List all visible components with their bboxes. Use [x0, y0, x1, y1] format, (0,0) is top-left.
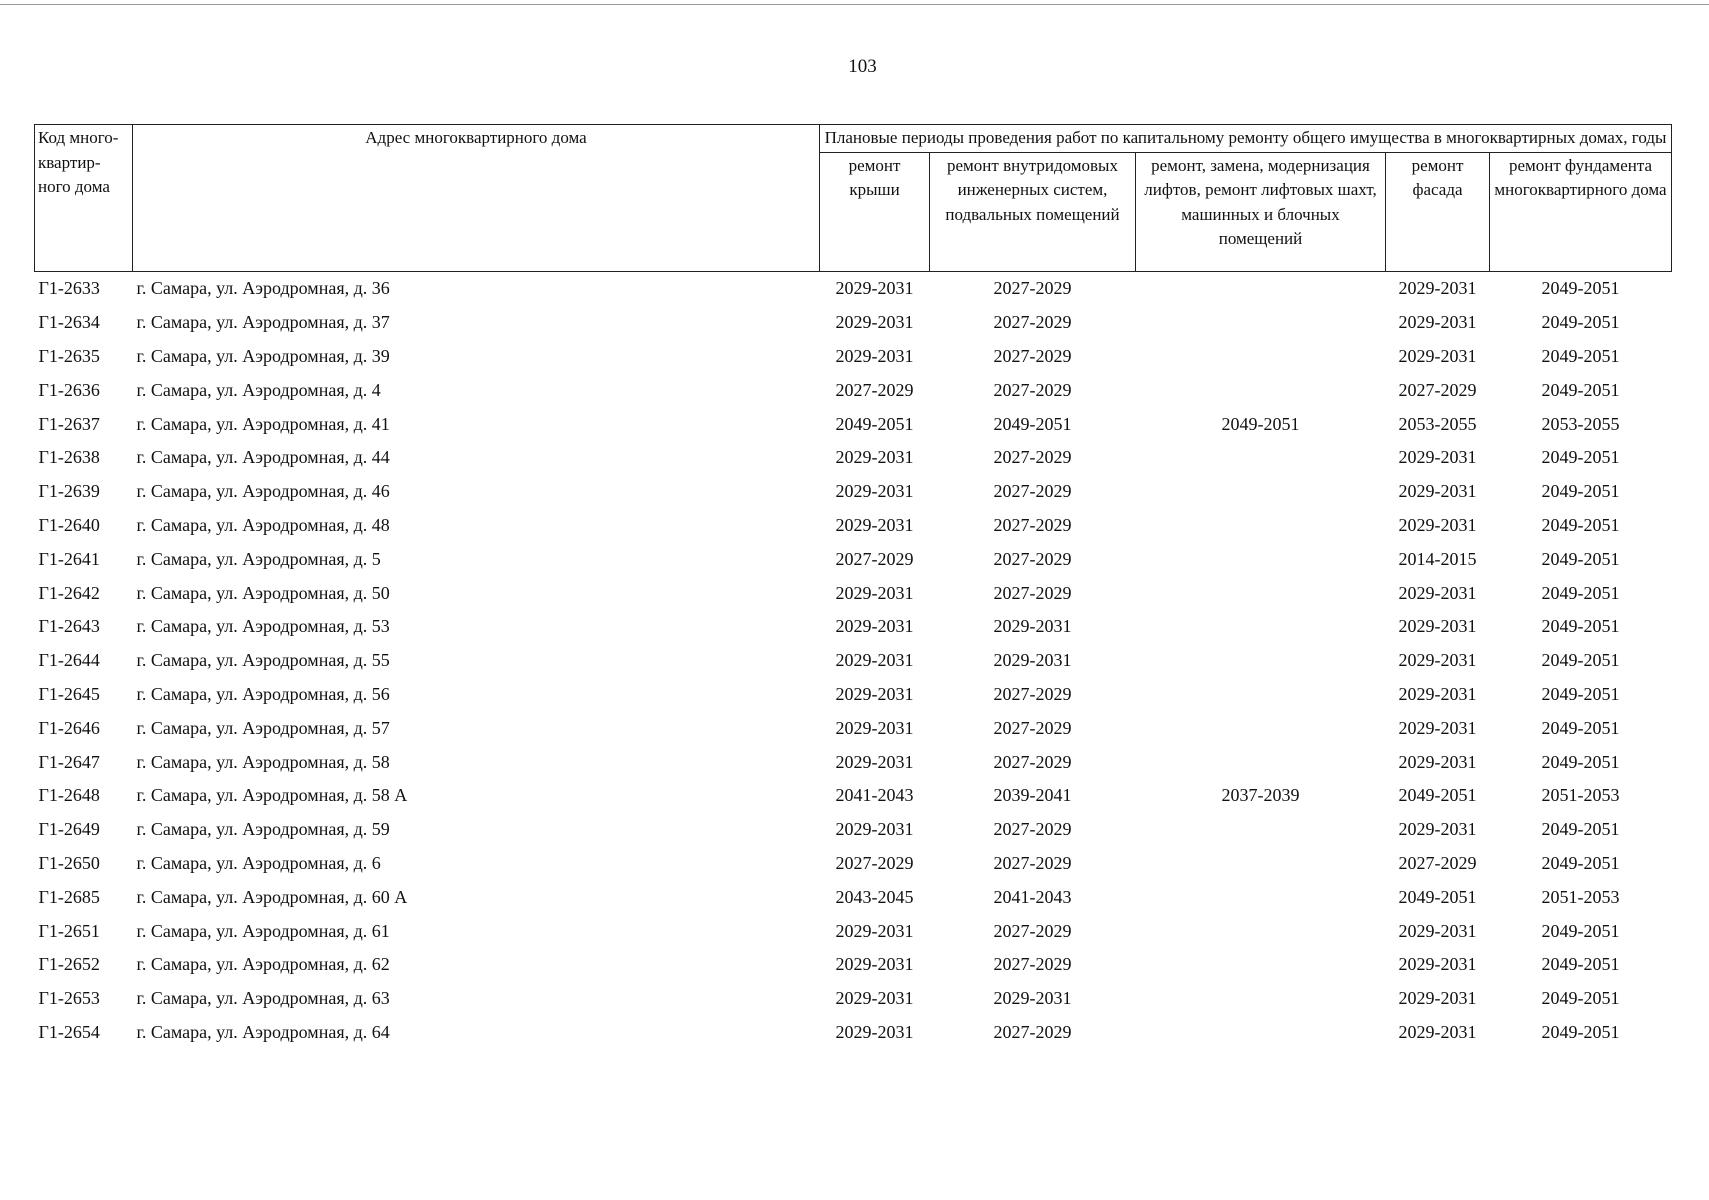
cell-roof: 2029-2031	[835, 312, 914, 333]
cell-address: г. Самара, ул. Аэродромная, д. 46	[136, 481, 390, 502]
cell-foundation: 2049-2051	[1541, 717, 1620, 738]
table-row	[35, 542, 1672, 576]
cell-code: Г1-2643	[38, 616, 100, 637]
cell-facade: 2029-2031	[1398, 683, 1477, 704]
cell-roof: 2027-2029	[835, 548, 914, 569]
table-row	[35, 745, 1672, 779]
table-row	[35, 508, 1672, 542]
table-row	[35, 474, 1672, 508]
cell-address: г. Самара, ул. Аэродромная, д. 62	[136, 954, 390, 975]
cell-code: Г1-2654	[38, 1021, 100, 1042]
cell-internal: 2027-2029	[993, 548, 1072, 569]
cell-internal: 2027-2029	[993, 379, 1072, 400]
cell-code: Г1-2635	[38, 345, 100, 366]
cell-facade: 2029-2031	[1398, 514, 1477, 535]
cell-facade: 2029-2031	[1398, 616, 1477, 637]
cell-address: г. Самара, ул. Аэродромная, д. 41	[136, 413, 390, 434]
cell-internal: 2027-2029	[993, 819, 1072, 840]
table-row	[35, 677, 1672, 711]
cell-address: г. Самара, ул. Аэродромная, д. 63	[136, 988, 390, 1009]
cell-internal: 2039-2041	[993, 785, 1072, 806]
cell-address: г. Самара, ул. Аэродромная, д. 57	[136, 717, 390, 738]
cell-facade: 2027-2029	[1398, 379, 1477, 400]
cell-internal: 2027-2029	[993, 920, 1072, 941]
cell-roof: 2029-2031	[835, 481, 914, 502]
cell-foundation: 2049-2051	[1541, 683, 1620, 704]
cell-roof: 2029-2031	[835, 1021, 914, 1042]
cell-code: Г1-2652	[38, 954, 100, 975]
cell-foundation: 2049-2051	[1541, 920, 1620, 941]
cell-foundation: 2049-2051	[1541, 312, 1620, 333]
cell-roof: 2029-2031	[835, 278, 914, 299]
cell-internal: 2027-2029	[993, 751, 1072, 772]
cell-code: Г1-2645	[38, 683, 100, 704]
cell-address: г. Самара, ул. Аэродромная, д. 58	[136, 751, 390, 772]
cell-internal: 2027-2029	[993, 481, 1072, 502]
cell-roof: 2029-2031	[835, 514, 914, 535]
cell-code: Г1-2638	[38, 447, 100, 468]
cell-code: Г1-2640	[38, 514, 100, 535]
scan-top-edge	[0, 4, 1709, 5]
cell-elevators	[1136, 947, 1386, 981]
cell-elevators: 2049-2051	[1221, 413, 1300, 434]
cell-facade: 2029-2031	[1398, 1021, 1477, 1042]
table-row	[35, 880, 1672, 914]
header-internal: ремонт внутридомовых инженерных систем, подвальных помещений	[930, 152, 1136, 271]
cell-facade: 2029-2031	[1398, 278, 1477, 299]
cell-elevators	[1136, 745, 1386, 779]
cell-elevators	[1136, 846, 1386, 880]
cell-roof: 2029-2031	[835, 954, 914, 975]
table-row	[35, 914, 1672, 948]
cell-facade: 2029-2031	[1398, 312, 1477, 333]
table-header	[35, 125, 1672, 272]
header-foundation: ремонт фундамента многоквартирного дома	[1490, 152, 1672, 271]
cell-roof: 2029-2031	[835, 819, 914, 840]
cell-address: г. Самара, ул. Аэродромная, д. 55	[136, 650, 390, 671]
cell-elevators	[1136, 981, 1386, 1015]
cell-code: Г1-2650	[38, 852, 100, 873]
cell-address: г. Самара, ул. Аэродромная, д. 58 А	[136, 785, 408, 806]
cell-roof: 2029-2031	[835, 447, 914, 468]
cell-elevators	[1136, 812, 1386, 846]
cell-roof: 2029-2031	[835, 582, 914, 603]
cell-internal: 2029-2031	[993, 988, 1072, 1009]
cell-foundation: 2049-2051	[1541, 954, 1620, 975]
cell-code: Г1-2646	[38, 717, 100, 738]
cell-facade: 2029-2031	[1398, 819, 1477, 840]
table-row	[35, 1015, 1672, 1049]
table-row	[35, 407, 1672, 441]
cell-facade: 2029-2031	[1398, 717, 1477, 738]
cell-elevators	[1136, 373, 1386, 407]
cell-foundation: 2049-2051	[1541, 582, 1620, 603]
cell-roof: 2029-2031	[835, 988, 914, 1009]
cell-elevators	[1136, 508, 1386, 542]
cell-code: Г1-2653	[38, 988, 100, 1009]
cell-elevators	[1136, 914, 1386, 948]
cell-foundation: 2051-2053	[1541, 886, 1620, 907]
cell-address: г. Самара, ул. Аэродромная, д. 48	[136, 514, 390, 535]
cell-code: Г1-2642	[38, 582, 100, 603]
table-row	[35, 339, 1672, 373]
cell-code: Г1-2634	[38, 312, 100, 333]
cell-internal: 2027-2029	[993, 683, 1072, 704]
cell-foundation: 2051-2053	[1541, 785, 1620, 806]
cell-internal: 2027-2029	[993, 582, 1072, 603]
cell-code: Г1-2649	[38, 819, 100, 840]
table-row	[35, 373, 1672, 407]
cell-elevators	[1136, 880, 1386, 914]
table-row	[35, 576, 1672, 610]
cell-internal: 2041-2043	[993, 886, 1072, 907]
table-row	[35, 711, 1672, 745]
cell-foundation: 2049-2051	[1541, 345, 1620, 366]
cell-foundation: 2049-2051	[1541, 852, 1620, 873]
table-row	[35, 947, 1672, 981]
cell-internal: 2049-2051	[993, 413, 1072, 434]
cell-address: г. Самара, ул. Аэродромная, д. 56	[136, 683, 390, 704]
cell-elevators	[1136, 1015, 1386, 1049]
cell-foundation: 2049-2051	[1541, 481, 1620, 502]
cell-code: Г1-2639	[38, 481, 100, 502]
cell-code: Г1-2633	[38, 278, 100, 299]
cell-facade: 2029-2031	[1398, 447, 1477, 468]
cell-elevators	[1136, 677, 1386, 711]
cell-elevators	[1136, 576, 1386, 610]
cell-roof: 2041-2043	[835, 785, 914, 806]
cell-facade: 2027-2029	[1398, 852, 1477, 873]
header-address: Адрес многоквартирного дома	[133, 125, 820, 272]
table-row	[35, 812, 1672, 846]
cell-code: Г1-2685	[38, 886, 100, 907]
cell-roof: 2029-2031	[835, 717, 914, 738]
cell-facade: 2014-2015	[1398, 548, 1477, 569]
cell-facade: 2049-2051	[1398, 886, 1477, 907]
cell-foundation: 2049-2051	[1541, 988, 1620, 1009]
cell-elevators	[1136, 440, 1386, 474]
cell-roof: 2043-2045	[835, 886, 914, 907]
cell-address: г. Самара, ул. Аэродромная, д. 5	[136, 548, 381, 569]
cell-foundation: 2049-2051	[1541, 650, 1620, 671]
table-row	[35, 271, 1672, 305]
table-row	[35, 609, 1672, 643]
cell-internal: 2029-2031	[993, 616, 1072, 637]
cell-foundation: 2049-2051	[1541, 514, 1620, 535]
cell-internal: 2027-2029	[993, 447, 1072, 468]
cell-code: Г1-2648	[38, 785, 100, 806]
cell-elevators	[1136, 609, 1386, 643]
table-row	[35, 981, 1672, 1015]
cell-foundation: 2049-2051	[1541, 278, 1620, 299]
cell-foundation: 2049-2051	[1541, 548, 1620, 569]
cell-facade: 2029-2031	[1398, 650, 1477, 671]
cell-roof: 2049-2051	[835, 413, 914, 434]
header-elevators: ремонт, замена, модернизация лифтов, ремонт лифтовых шахт, машинных и блочных помещений	[1136, 152, 1386, 271]
cell-roof: 2029-2031	[835, 683, 914, 704]
cell-roof: 2027-2029	[835, 379, 914, 400]
cell-roof: 2029-2031	[835, 345, 914, 366]
cell-foundation: 2049-2051	[1541, 1021, 1620, 1042]
page-number: 103	[848, 56, 877, 77]
cell-roof: 2027-2029	[835, 852, 914, 873]
cell-foundation: 2049-2051	[1541, 447, 1620, 468]
cell-code: Г1-2641	[38, 548, 100, 569]
cell-facade: 2049-2051	[1398, 785, 1477, 806]
cell-internal: 2027-2029	[993, 278, 1072, 299]
cell-facade: 2029-2031	[1398, 954, 1477, 975]
cell-elevators	[1136, 271, 1386, 305]
cell-internal: 2027-2029	[993, 1021, 1072, 1042]
cell-address: г. Самара, ул. Аэродромная, д. 4	[136, 379, 381, 400]
cell-elevators: 2037-2039	[1221, 785, 1300, 806]
header-roof: ремонт крыши	[820, 152, 930, 271]
cell-address: г. Самара, ул. Аэродромная, д. 39	[136, 345, 390, 366]
cell-facade: 2029-2031	[1398, 345, 1477, 366]
cell-internal: 2027-2029	[993, 312, 1072, 333]
cell-code: Г1-2636	[38, 379, 100, 400]
header-periods: Плановые периоды проведения работ по капитальному ремонту общего имущества в многоквартирных домах, годы	[820, 125, 1672, 153]
cell-code: Г1-2637	[38, 413, 100, 434]
cell-foundation: 2049-2051	[1541, 751, 1620, 772]
table-body	[35, 271, 1672, 1049]
cell-code: Г1-2651	[38, 920, 100, 941]
cell-foundation: 2049-2051	[1541, 379, 1620, 400]
cell-facade: 2029-2031	[1398, 751, 1477, 772]
table-row	[35, 846, 1672, 880]
cell-address: г. Самара, ул. Аэродромная, д. 36	[136, 278, 390, 299]
cell-elevators	[1136, 305, 1386, 339]
cell-facade: 2029-2031	[1398, 988, 1477, 1009]
cell-internal: 2027-2029	[993, 852, 1072, 873]
cell-internal: 2029-2031	[993, 650, 1072, 671]
cell-internal: 2027-2029	[993, 954, 1072, 975]
cell-internal: 2027-2029	[993, 717, 1072, 738]
cell-foundation: 2049-2051	[1541, 819, 1620, 840]
cell-address: г. Самара, ул. Аэродромная, д. 64	[136, 1021, 390, 1042]
cell-elevators	[1136, 643, 1386, 677]
cell-address: г. Самара, ул. Аэродромная, д. 59	[136, 819, 390, 840]
cell-address: г. Самара, ул. Аэродромная, д. 6	[136, 852, 381, 873]
header-facade: ремонт фасада	[1386, 152, 1490, 271]
cell-roof: 2029-2031	[835, 920, 914, 941]
table-row	[35, 440, 1672, 474]
table-row	[35, 778, 1672, 812]
cell-address: г. Самара, ул. Аэродромная, д. 61	[136, 920, 390, 941]
cell-roof: 2029-2031	[835, 616, 914, 637]
cell-address: г. Самара, ул. Аэродромная, д. 53	[136, 616, 390, 637]
cell-code: Г1-2644	[38, 650, 100, 671]
cell-facade: 2029-2031	[1398, 582, 1477, 603]
cell-internal: 2027-2029	[993, 345, 1072, 366]
cell-address: г. Самара, ул. Аэродромная, д. 50	[136, 582, 390, 603]
cell-internal: 2027-2029	[993, 514, 1072, 535]
cell-elevators	[1136, 339, 1386, 373]
cell-address: г. Самара, ул. Аэродромная, д. 37	[136, 312, 390, 333]
cell-foundation: 2049-2051	[1541, 616, 1620, 637]
table-row	[35, 643, 1672, 677]
cell-address: г. Самара, ул. Аэродромная, д. 44	[136, 447, 390, 468]
cell-facade: 2029-2031	[1398, 481, 1477, 502]
cell-facade: 2053-2055	[1398, 413, 1477, 434]
cell-elevators	[1136, 542, 1386, 576]
cell-roof: 2029-2031	[835, 751, 914, 772]
cell-code: Г1-2647	[38, 751, 100, 772]
cell-foundation: 2053-2055	[1541, 413, 1620, 434]
table-row	[35, 305, 1672, 339]
repair-schedule-table	[34, 124, 1672, 1049]
cell-roof: 2029-2031	[835, 650, 914, 671]
cell-elevators	[1136, 711, 1386, 745]
cell-elevators	[1136, 474, 1386, 508]
cell-facade: 2029-2031	[1398, 920, 1477, 941]
cell-address: г. Самара, ул. Аэродромная, д. 60 А	[136, 886, 408, 907]
header-code: Код много- квартир- ного дома	[35, 125, 133, 272]
